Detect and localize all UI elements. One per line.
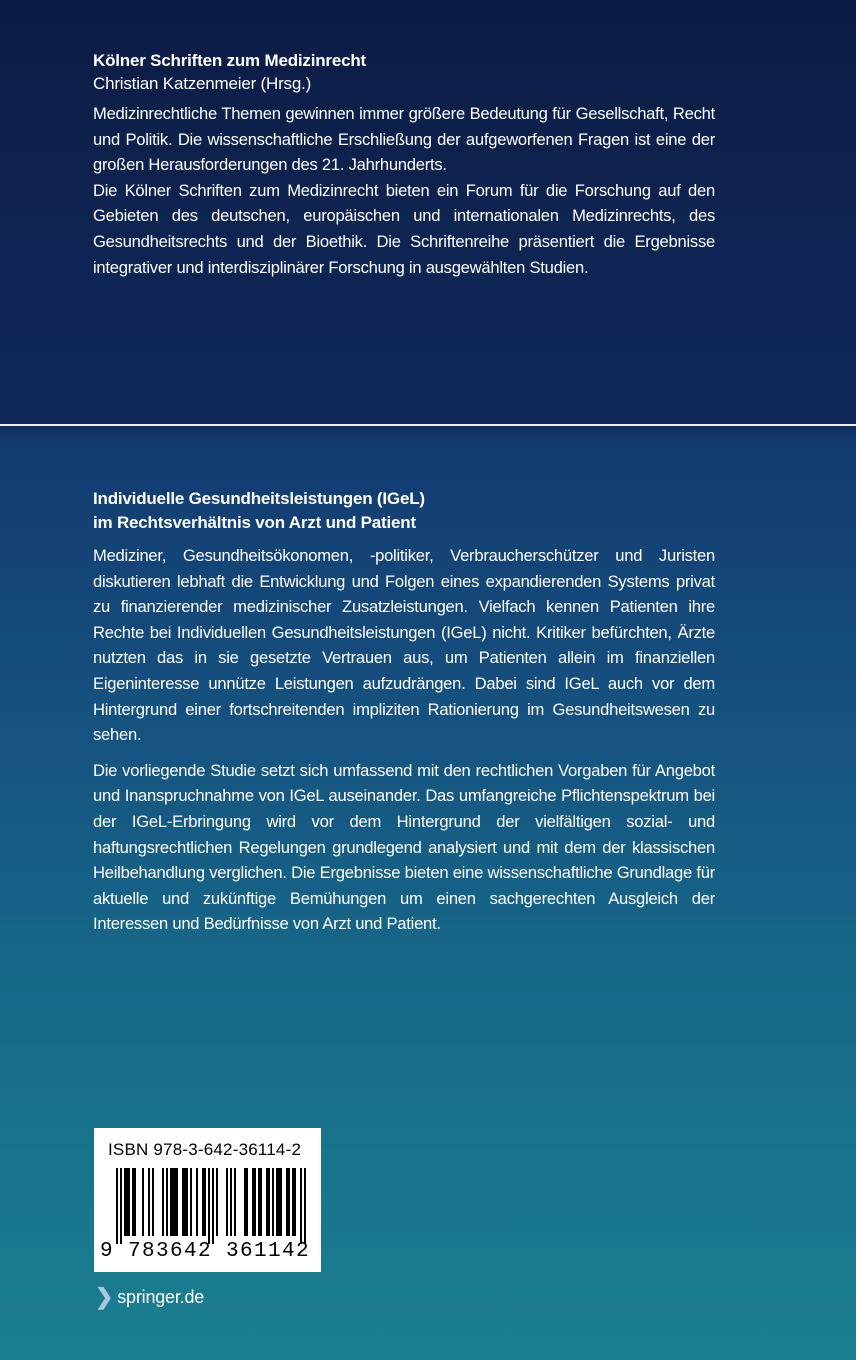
barcode-bar [216, 1168, 218, 1236]
book-title-line: Individuelle Gesundheitsleistungen (IGeL) [93, 489, 425, 508]
barcode-bar [300, 1168, 302, 1244]
barcode-bar [294, 1168, 296, 1236]
barcode-bar [124, 1168, 126, 1236]
barcode-bar [142, 1168, 144, 1236]
barcode-bar [260, 1168, 262, 1236]
barcode-bar [276, 1168, 278, 1236]
book-paragraph: Mediziner, Gesundheitsökonomen, -politiker, Verbraucherschützer und Juristen diskutieren lebhaft die Entwicklung und Folgen eines expandierenden Systems privat zu finanzierender medizinischer Zusatzleistungen. Vielfach kennen Patienten ihre Rechte bei Individuellen Gesundheitsleistungen (IGeL) nicht. Kritiker befürchten, Ärzte nutzten das in sie gesetzte Vertrauen aus, um Patienten allein im finanziellen Eigeninteresse unnütze Leistungen aufzudrängen. Dabei sind IGeL auch vor dem Hintergrund einer fortschreitenden impliziten Rationierung im Gesundheitswesen zu sehen. [93, 546, 715, 745]
barcode-bar [126, 1168, 128, 1236]
series-description [93, 101, 715, 280]
barcode-bar [190, 1168, 192, 1236]
barcode-bar [230, 1168, 232, 1236]
barcode-bar [152, 1168, 154, 1236]
barcode-bar [234, 1168, 236, 1236]
book-section [93, 487, 715, 947]
barcode-bar [202, 1168, 204, 1236]
barcode-bar [182, 1168, 184, 1236]
isbn-label: ISBN 978-3-642-36114-2 [108, 1140, 302, 1159]
publisher-url: springer.de [117, 1286, 205, 1307]
isbn-barcode [94, 1128, 321, 1272]
barcode-bar [246, 1168, 248, 1236]
barcode-bar [304, 1168, 306, 1244]
barcode-bar [244, 1168, 246, 1236]
series-title: Kölner Schriften zum Medizinrecht [93, 51, 366, 70]
barcode-bar [266, 1168, 268, 1236]
barcode-bar [286, 1168, 288, 1236]
barcode-bar [252, 1168, 254, 1236]
barcode-bar [116, 1168, 118, 1244]
series-paragraph: Die Kölner Schriften zum Medizinrecht bieten ein Forum für die Forschung auf den Gebieten des deutschen, europäischen und internationalen Medizinrechts, des Gesundheitsrechts und der Bioethik. Die Schriftenreihe präsentiert die Ergebnisse integrativer und interdisziplinärer Forschung in ausgewählten Studien. [93, 180, 715, 277]
barcode-bar [166, 1168, 168, 1236]
publisher-link[interactable] [95, 1286, 204, 1308]
book-title-line: im Rechtsverhältnis von Arzt und Patient [93, 513, 416, 532]
barcode-bar [292, 1168, 294, 1236]
barcode-bar [148, 1168, 150, 1236]
barcode-bar [120, 1168, 122, 1244]
book-paragraph: Die vorliegende Studie setzt sich umfassend mit den rechtlichen Vorgaben für Angebot und Inanspruchnahme von IGeL auseinander. Das umfangreiche Pflichtenspektrum bei der IGeL-Erbringung wird vor dem Hintergrund der vielfältigen sozial- und haftungsrechtlichen Regelungen grundlegend analysiert und mit dem der klassischen Heilbehandlung verglichen. Die Ergebnisse bieten eine wissenschaftliche Grundlage für aktuelle und zukünftige Bemühungen um einen sachgerechten Ausgleich der Interessen und Bedürfnisse von Arzt und Patient. [93, 760, 715, 934]
barcode-bar [212, 1168, 214, 1244]
barcode-bar [134, 1168, 136, 1236]
barcode-bar [204, 1168, 206, 1236]
barcode-bar [128, 1168, 130, 1236]
barcode-bar [288, 1168, 290, 1236]
barcode-bar [174, 1168, 176, 1236]
barcode-bar [272, 1168, 274, 1236]
barcode-bar [132, 1168, 134, 1236]
book-description [93, 543, 715, 937]
barcode-bar [258, 1168, 260, 1236]
barcode-bar [196, 1168, 198, 1236]
section-divider [0, 424, 856, 426]
barcode-bar [176, 1168, 178, 1236]
barcode-bar [184, 1168, 186, 1236]
series-paragraph: Medizinrechtliche Themen gewinnen immer größere Bedeutung für Gesellschaft, Recht und Politik. Die wissenschaftliche Erschließung der aufgeworfenen Fragen ist eine der großen Herausforderungen des 21. Jahrhunderts. [93, 104, 715, 175]
barcode-bar [280, 1168, 282, 1236]
chevron-right-icon: ❯ [95, 1284, 114, 1309]
series-section [93, 49, 715, 280]
isbn-digits: 9 783642 361142 [100, 1240, 311, 1263]
barcode-bar [226, 1168, 228, 1236]
barcode-bar [278, 1168, 280, 1236]
book-title [93, 487, 715, 535]
barcode-bar [254, 1168, 256, 1236]
barcode-bar [268, 1168, 270, 1236]
barcode-bar [172, 1168, 174, 1236]
barcode-bar [162, 1168, 164, 1236]
barcode-bar [208, 1168, 210, 1244]
series-editor: Christian Katzenmeier (Hrsg.) [93, 74, 312, 93]
barcode-bar [170, 1168, 172, 1236]
barcode-bar [186, 1168, 188, 1236]
